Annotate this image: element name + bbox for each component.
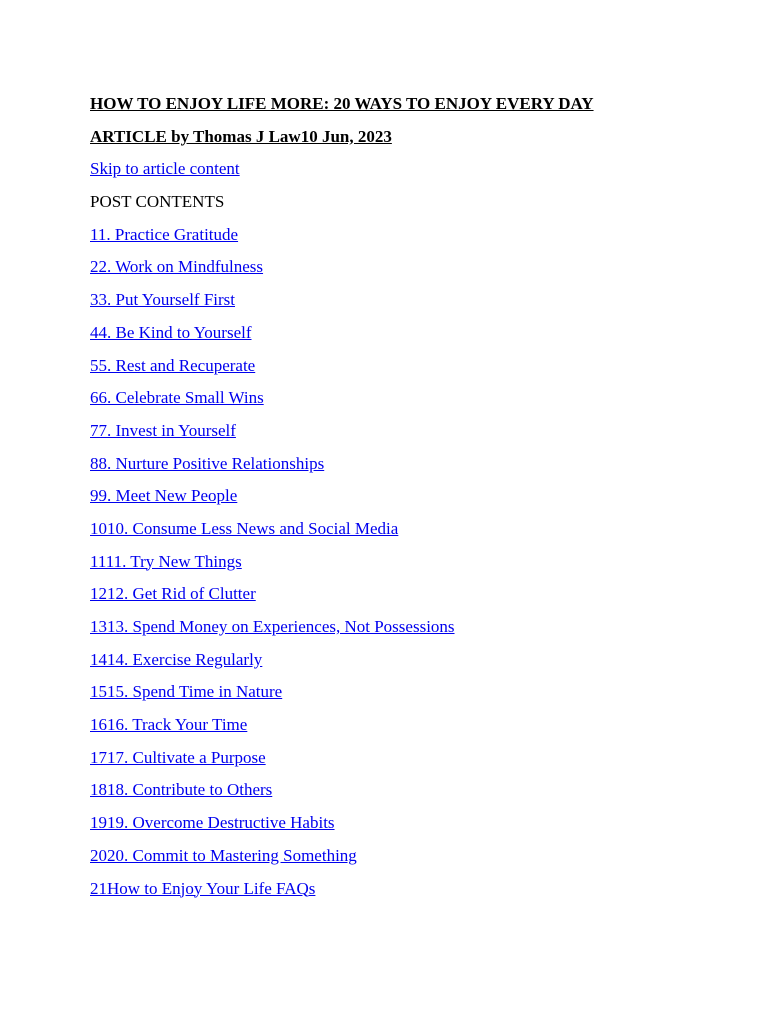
toc-item <box>90 486 730 506</box>
toc-link[interactable]: 1010. Consume Less News and Social Media <box>90 518 399 538</box>
toc-item <box>90 421 730 441</box>
toc-item <box>90 552 730 572</box>
toc-item <box>90 715 730 735</box>
toc-link[interactable]: 99. Meet New People <box>90 486 238 506</box>
toc-link[interactable]: 1111. Try New Things <box>90 551 242 571</box>
toc-item <box>90 650 730 670</box>
toc-item <box>90 454 730 474</box>
toc-link[interactable]: 77. Invest in Yourself <box>90 420 236 440</box>
toc-item <box>90 617 730 637</box>
toc-item <box>90 356 730 376</box>
toc-item <box>90 748 730 768</box>
toc-link[interactable]: 33. Put Yourself First <box>90 290 236 310</box>
toc-link[interactable]: 22. Work on Mindfulness <box>90 257 264 277</box>
toc-item <box>90 879 730 899</box>
toc-item <box>90 682 730 702</box>
toc-link[interactable]: 66. Celebrate Small Wins <box>90 388 264 408</box>
toc-link[interactable]: 1515. Spend Time in Nature <box>90 682 283 702</box>
toc-item <box>90 519 730 539</box>
toc-item <box>90 584 730 604</box>
toc-link[interactable]: 1919. Overcome Destructive Habits <box>90 813 335 833</box>
article-byline: ARTICLE by Thomas J Law10 Jun, 2023 <box>90 126 392 146</box>
toc-item <box>90 257 730 277</box>
toc-link[interactable]: 1616. Track Your Time <box>90 715 248 735</box>
toc-link[interactable]: 21How to Enjoy Your Life FAQs <box>90 878 316 898</box>
toc-item <box>90 780 730 800</box>
toc-item <box>90 388 730 408</box>
article-title: HOW TO ENJOY LIFE MORE: 20 WAYS TO ENJOY EVERY DAY <box>90 94 594 113</box>
toc-link[interactable]: 55. Rest and Recuperate <box>90 355 256 375</box>
toc-link[interactable]: 1212. Get Rid of Clutter <box>90 584 256 604</box>
toc-link[interactable]: 1414. Exercise Regularly <box>90 649 263 669</box>
toc-link[interactable]: 11. Practice Gratitude <box>90 224 239 244</box>
toc-item <box>90 323 730 343</box>
toc-link[interactable]: 44. Be Kind to Yourself <box>90 322 252 342</box>
toc-link[interactable]: 1313. Spend Money on Experiences, Not Possessions <box>90 617 455 636</box>
toc-link[interactable]: 88. Nurture Positive Relationships <box>90 453 325 473</box>
skip-to-content-link[interactable]: Skip to article content <box>90 159 240 179</box>
table-of-contents <box>90 225 730 899</box>
toc-link[interactable]: 2020. Commit to Mastering Something <box>90 845 357 865</box>
toc-item <box>90 225 730 245</box>
toc-link[interactable]: 1818. Contribute to Others <box>90 780 273 800</box>
article-page <box>90 94 730 899</box>
toc-item <box>90 846 730 866</box>
toc-link[interactable]: 1717. Cultivate a Purpose <box>90 747 266 767</box>
toc-item <box>90 290 730 310</box>
post-contents-heading: POST CONTENTS <box>90 192 225 212</box>
toc-item <box>90 813 730 833</box>
